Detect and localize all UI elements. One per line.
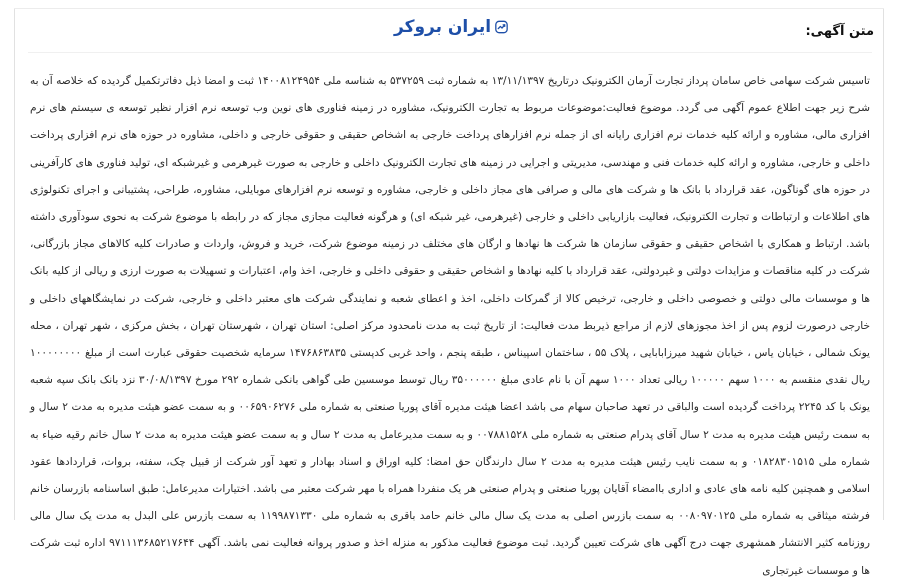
section-title: متن آگهی: <box>805 24 874 39</box>
top-border <box>14 8 884 9</box>
logo-text: ایران بروکر <box>394 17 492 37</box>
chart-trend-icon <box>495 16 508 38</box>
announcement-body: تاسیس شرکت سهامی خاص سامان پرداز تجارت آرمان الکترونیک درتاریخ ۱۳/۱۱/۱۳۹۷ به شماره ثبت ۵۳۷۲۵۹ به شناسه ملی ۱۴۰۰۸۱۲۴۹۵۴ ثبت و امضا ذیل دفاترتکمیل گردیده که خلاصه آن به شرح زیر جهت اطلاع عموم آگهی می گردد. موضوع فعالیت:موضوعات مربوط به تجارت الکترونیک، مشاوره در زمینه فناوری های نوین وب توسعه نرم افزار نظیر توسعه ی سیستم های نرم افزاری مالی، مشاوره و ارائه کلیه خدمات نرم افزاری رایانه ای از جمله نرم افزارهای پرداخت خارجی به اشخاص حقیقی و حقوقی خارجی و داخلی، مشاوره در حوزه های نرم افزاری پرداخت داخلی و خارجی، مشاوره و ارائه کلیه خدمات فنی و مهندسی، مدیریتی و اجرایی در زمینه های تجارت الکترونیک داخلی و خارجی به صورت غیرهرمی و غیرشبکه ای، تولید فناوری های کارآفرینی در حوزه های گوناگون، عقد قرارداد با بانک ها و شرکت های مالی و صرافی های مجاز داخلی و خارجی، مشاوره و توسعه نرم افزارهای موبایلی، مشاوره، طراحی، پشتیبانی و اجرای تکنولوژی های اطلاعات و ارتباطات و تجارت الکترونیک، فعالیت بازاریابی داخلی و خارجی (غیرهرمی، غیر شبکه ای) و هرگونه فعالیت مجازی مجاز که در رابطه با موضوع شرکت به نحوی سودآوری داشته باشد. ارتباط و همکاری با اشخاص حقیقی و حقوقی سازمان ها شرکت ها نهادها و ارگان های مختلف در زمینه موضوع شرکت، خرید و فروش، واردات و صادرات کلیه کالاهای مجاز بازرگانی، شرکت در کلیه مناقصات و مزایدات دولتی و غیردولتی، عقد قرارداد با کلیه نهادها و اشخاص حقیقی و حقوقی داخلی و خارجی، اخذ وام، اعتبارات و تسهیلات به صورت ارزی و ریالی از کلیه بانک ها و موسسات مالی دولتی و خصوصی داخلی و خارجی، ترخیص کالا از گمرکات داخلی، اخذ و اعطای شعبه و نمایندگی شرکت های معتبر داخلی و خارجی، شرکت در نمایشگاههای داخلی و خارجی درصورت لزوم پس از اخذ مجوزهای لازم از مراجع ذیربط مدت فعالیت: از تاریخ ثبت به مدت نامحدود مرکز اصلی: استان تهران ، شهرستان تهران ، بخش مرکزی ، شهر تهران ، محله یونک شمالی ، خیابان یاس ، خیابان شهید میرزابابایی ، پلاک ۵۵ ، ساختمان اسپیناس ، طبقه پنجم ، واحد غربی کدپستی ۱۴۷۶۸۶۳۸۳۵ سرمایه شخصیت حقوقی عبارت است از مبلغ ۱۰۰۰۰۰۰۰۰ ریال نقدی منقسم به ۱۰۰۰ سهم ۱۰۰۰۰۰ ریالی تعداد ۱۰۰۰ سهم آن با نام عادی مبلغ ۳۵۰۰۰۰۰۰ ریال توسط موسسین طی گواهی بانکی شماره ۲۹۲ مورخ ۳۰/۰۸/۱۳۹۷ نزد بانک بانک سپه شعبه یونک با کد ۲۲۴۵ پرداخت گردیده است والباقی در تعهد صاحبان سهام می باشد اعضا هیئت مدیره آقای پوریا صنعتی به شماره ملی ۰۰۶۵۹۰۶۲۷۶ و به سمت عضو هیئت مدیره به مدت ۲ سال و به سمت رئیس هیئت مدیره به مدت ۲ سال آقای پدرام صنعتی به شماره ملی ۰۰۷۸۸۱۵۲۸ و به سمت مدیرعامل به مدت ۲ سال و به سمت عضو هیئت مدیره به مدت ۲ سال خانم رقیه ضیاء به شماره ملی ۰۱۸۲۸۳۰۱۵۱۵ و به سمت نایب رئیس هیئت مدیره به مدت ۲ سال دارندگان حق امضا: کلیه اوراق و اسناد بهادار و تعهد آور شرکت از قبیل چک، سفته، بروات، قراردادها عقود اسلامی و همچنین کلیه نامه های عادی و اداری باامضاء آقایان پوریا صنعتی و پدرام صنعتی هر یک منفردا همراه با مهر شرکت معتبر می باشد. اختیارات مدیرعامل: طبق اساسنامه بازرسان خانم فرشته میثاقی به شماره ملی ۰۰۸۰۹۷۰۱۲۵ به سمت بازرس اصلی به مدت یک سال مالی خانم حامد باقری به شماره ملی ۱۱۹۹۸۷۱۳۳۰ به سمت بازرس علی البدل به مدت یک سال مالی روزنامه کثیر الانتشار همشهری جهت درج آگهی های شرکت تعیین گردید. ثبت موضوع فعالیت مذکور به منزله اخذ و صدور پروانه فعالیت نمی باشد. آگهی ۹۷۱۱۱۳۶۸۵۲۱۷۶۴۴ اداره ثبت شرکت ها و موسسات غیرتجاری <box>30 75 871 577</box>
header-divider <box>28 52 872 53</box>
site-logo[interactable] <box>394 14 508 40</box>
